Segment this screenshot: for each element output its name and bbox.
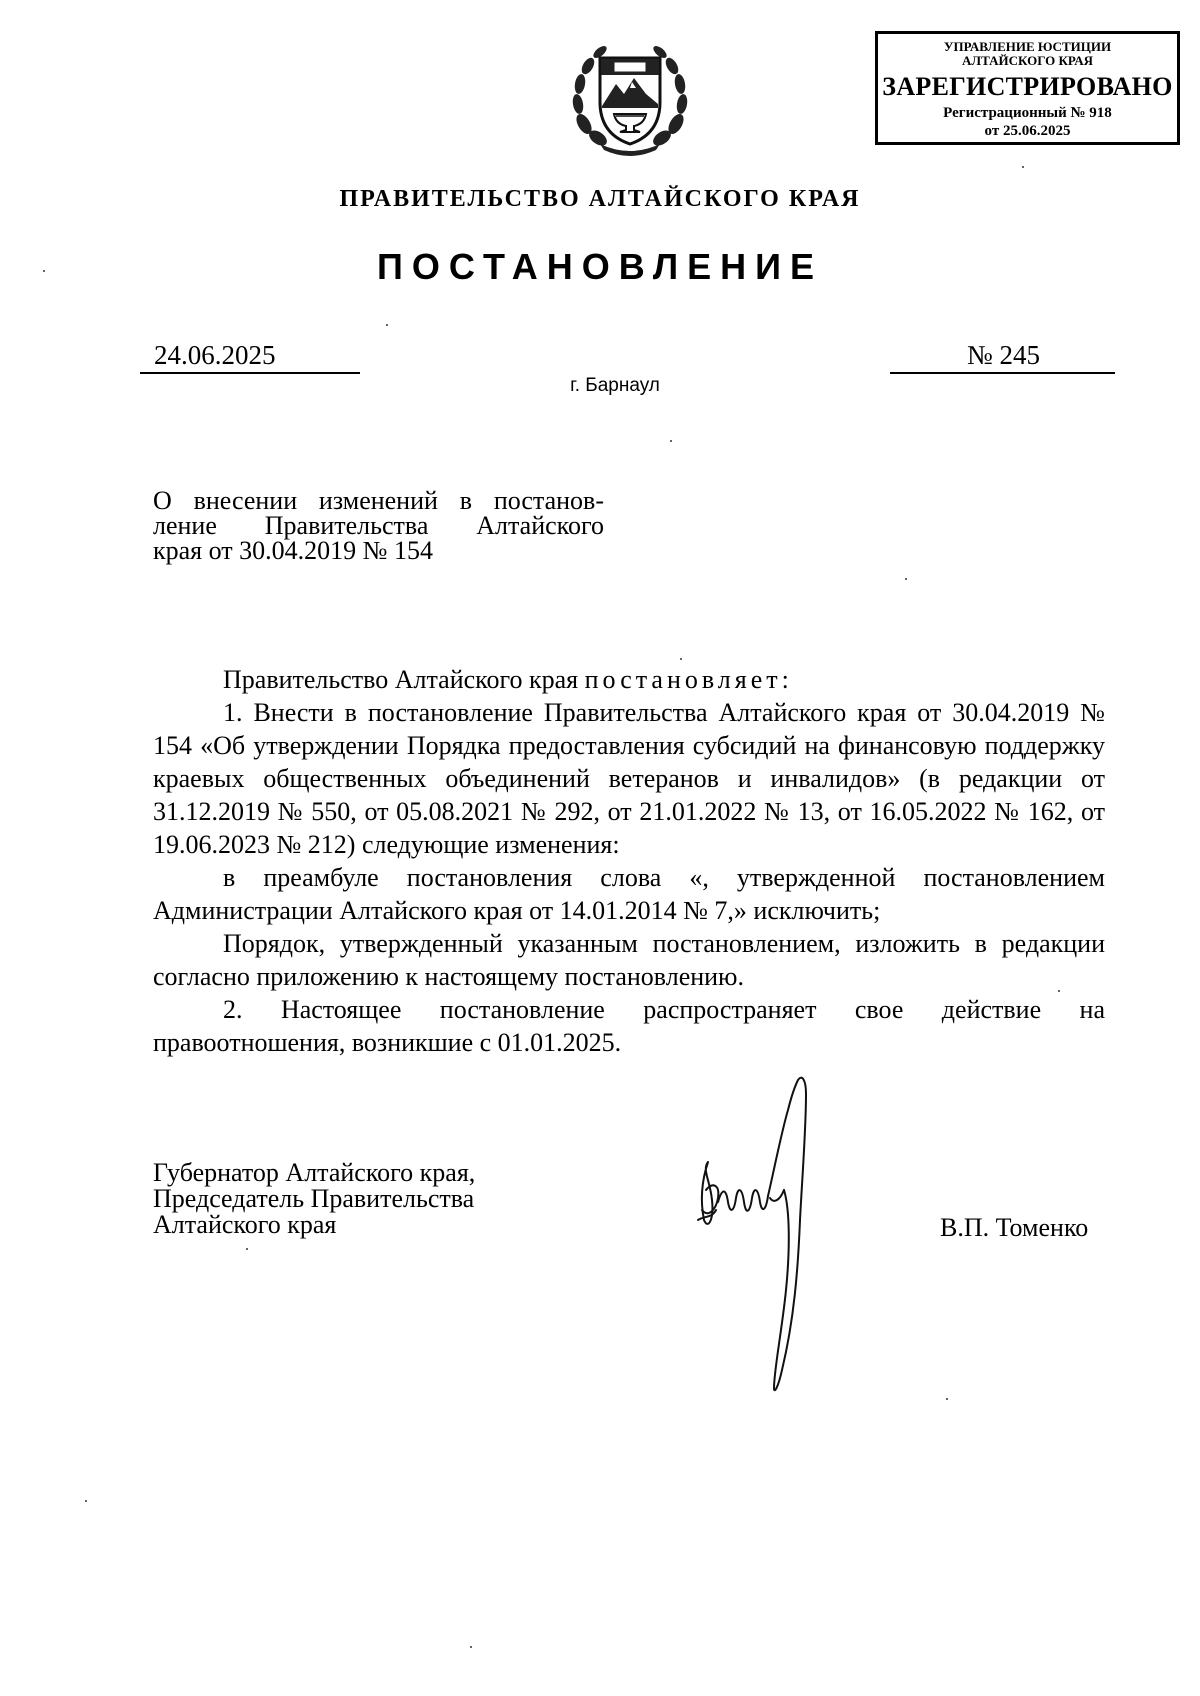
scan-speck: [470, 1646, 472, 1648]
document-date: 24.06.2025: [140, 338, 360, 374]
signer-title-line: Председатель Правительства: [153, 1184, 475, 1213]
body-paragraph-3: Порядок, утвержденный указанным постановлением, изложить в редакции согласно приложению к настоящему постановлению.: [153, 929, 1105, 991]
stamp-authority-line2: АЛТАЙСКОГО КРАЯ: [962, 53, 1093, 68]
stamp-authority-line1: УПРАВЛЕНИЕ ЮСТИЦИИ: [943, 39, 1112, 54]
subject-line: края от 30.04.2019 № 154: [153, 536, 433, 565]
stamp-reg-number: Регистрационный № 918: [943, 105, 1112, 121]
stamp-reg-date: от 25.06.2025: [984, 123, 1071, 139]
scan-speck: [946, 1398, 948, 1400]
document-type-title: ПОСТАНОВЛЕНИЕ: [377, 246, 823, 287]
scan-speck: [246, 1248, 248, 1250]
body-intro-paragraph: [153, 663, 1105, 696]
coat-of-arms-emblem: [570, 32, 690, 156]
body-paragraph-1: 1. Внести в постановление Правительства Алтайского края от 30.04.2019 № 154 «Об утверждении Порядка предоставления субсидий на финансовую поддержку краевых общественных объединений ветеранов и инвалидов» (в редакции от 31.12.2019 № 550, от 05.08.2021 № 292, от 21.01.2022 № 13, от 16.05.2022 № 162, от 19.06.2023 № 212) следующие изменения:: [153, 698, 1105, 859]
document-number: № 245: [890, 338, 1115, 374]
intro-prefix: Правительство Алтайского края: [223, 665, 585, 694]
scan-speck: [1022, 166, 1024, 168]
signer-title-line: Губернатор Алтайского края,: [153, 1158, 476, 1187]
document-body: [153, 663, 1105, 1059]
signer-title: [153, 1160, 475, 1238]
scan-speck: [670, 440, 672, 442]
document-subject: [153, 488, 604, 563]
registration-stamp: [875, 31, 1180, 145]
organization-name: ПРАВИТЕЛЬСТВО АЛТАЙСКОГО КРАЯ: [339, 186, 861, 212]
subject-line: О внесении изменений в постанов-: [153, 486, 604, 515]
signer-title-line: Алтайского края: [153, 1210, 337, 1239]
body-paragraph-4: 2. Настоящее постановление распространяет свое действие на правоотношения, возникшие с 01.01.2025.: [153, 995, 1105, 1057]
scan-speck: [905, 578, 907, 580]
handwritten-signature: [690, 1070, 860, 1400]
stamp-status: ЗАРЕГИСТРИРОВАНО: [882, 72, 1173, 101]
scan-speck: [680, 658, 682, 660]
document-city: г. Барнаул: [570, 375, 660, 396]
scan-speck: [43, 270, 45, 272]
signer-name: В.П. Томенко: [940, 1213, 1089, 1242]
scan-speck: [85, 1500, 87, 1502]
intro-verb: постановляет:: [584, 665, 793, 694]
subject-line: ление Правительства Алтайского: [153, 511, 604, 540]
scan-speck: [386, 324, 388, 326]
body-paragraph-2: в преамбуле постановления слова «, утвержденной постановлением Администрации Алтайского края от 14.01.2014 № 7,» исключить;: [153, 863, 1105, 925]
scan-speck: [1058, 990, 1060, 992]
